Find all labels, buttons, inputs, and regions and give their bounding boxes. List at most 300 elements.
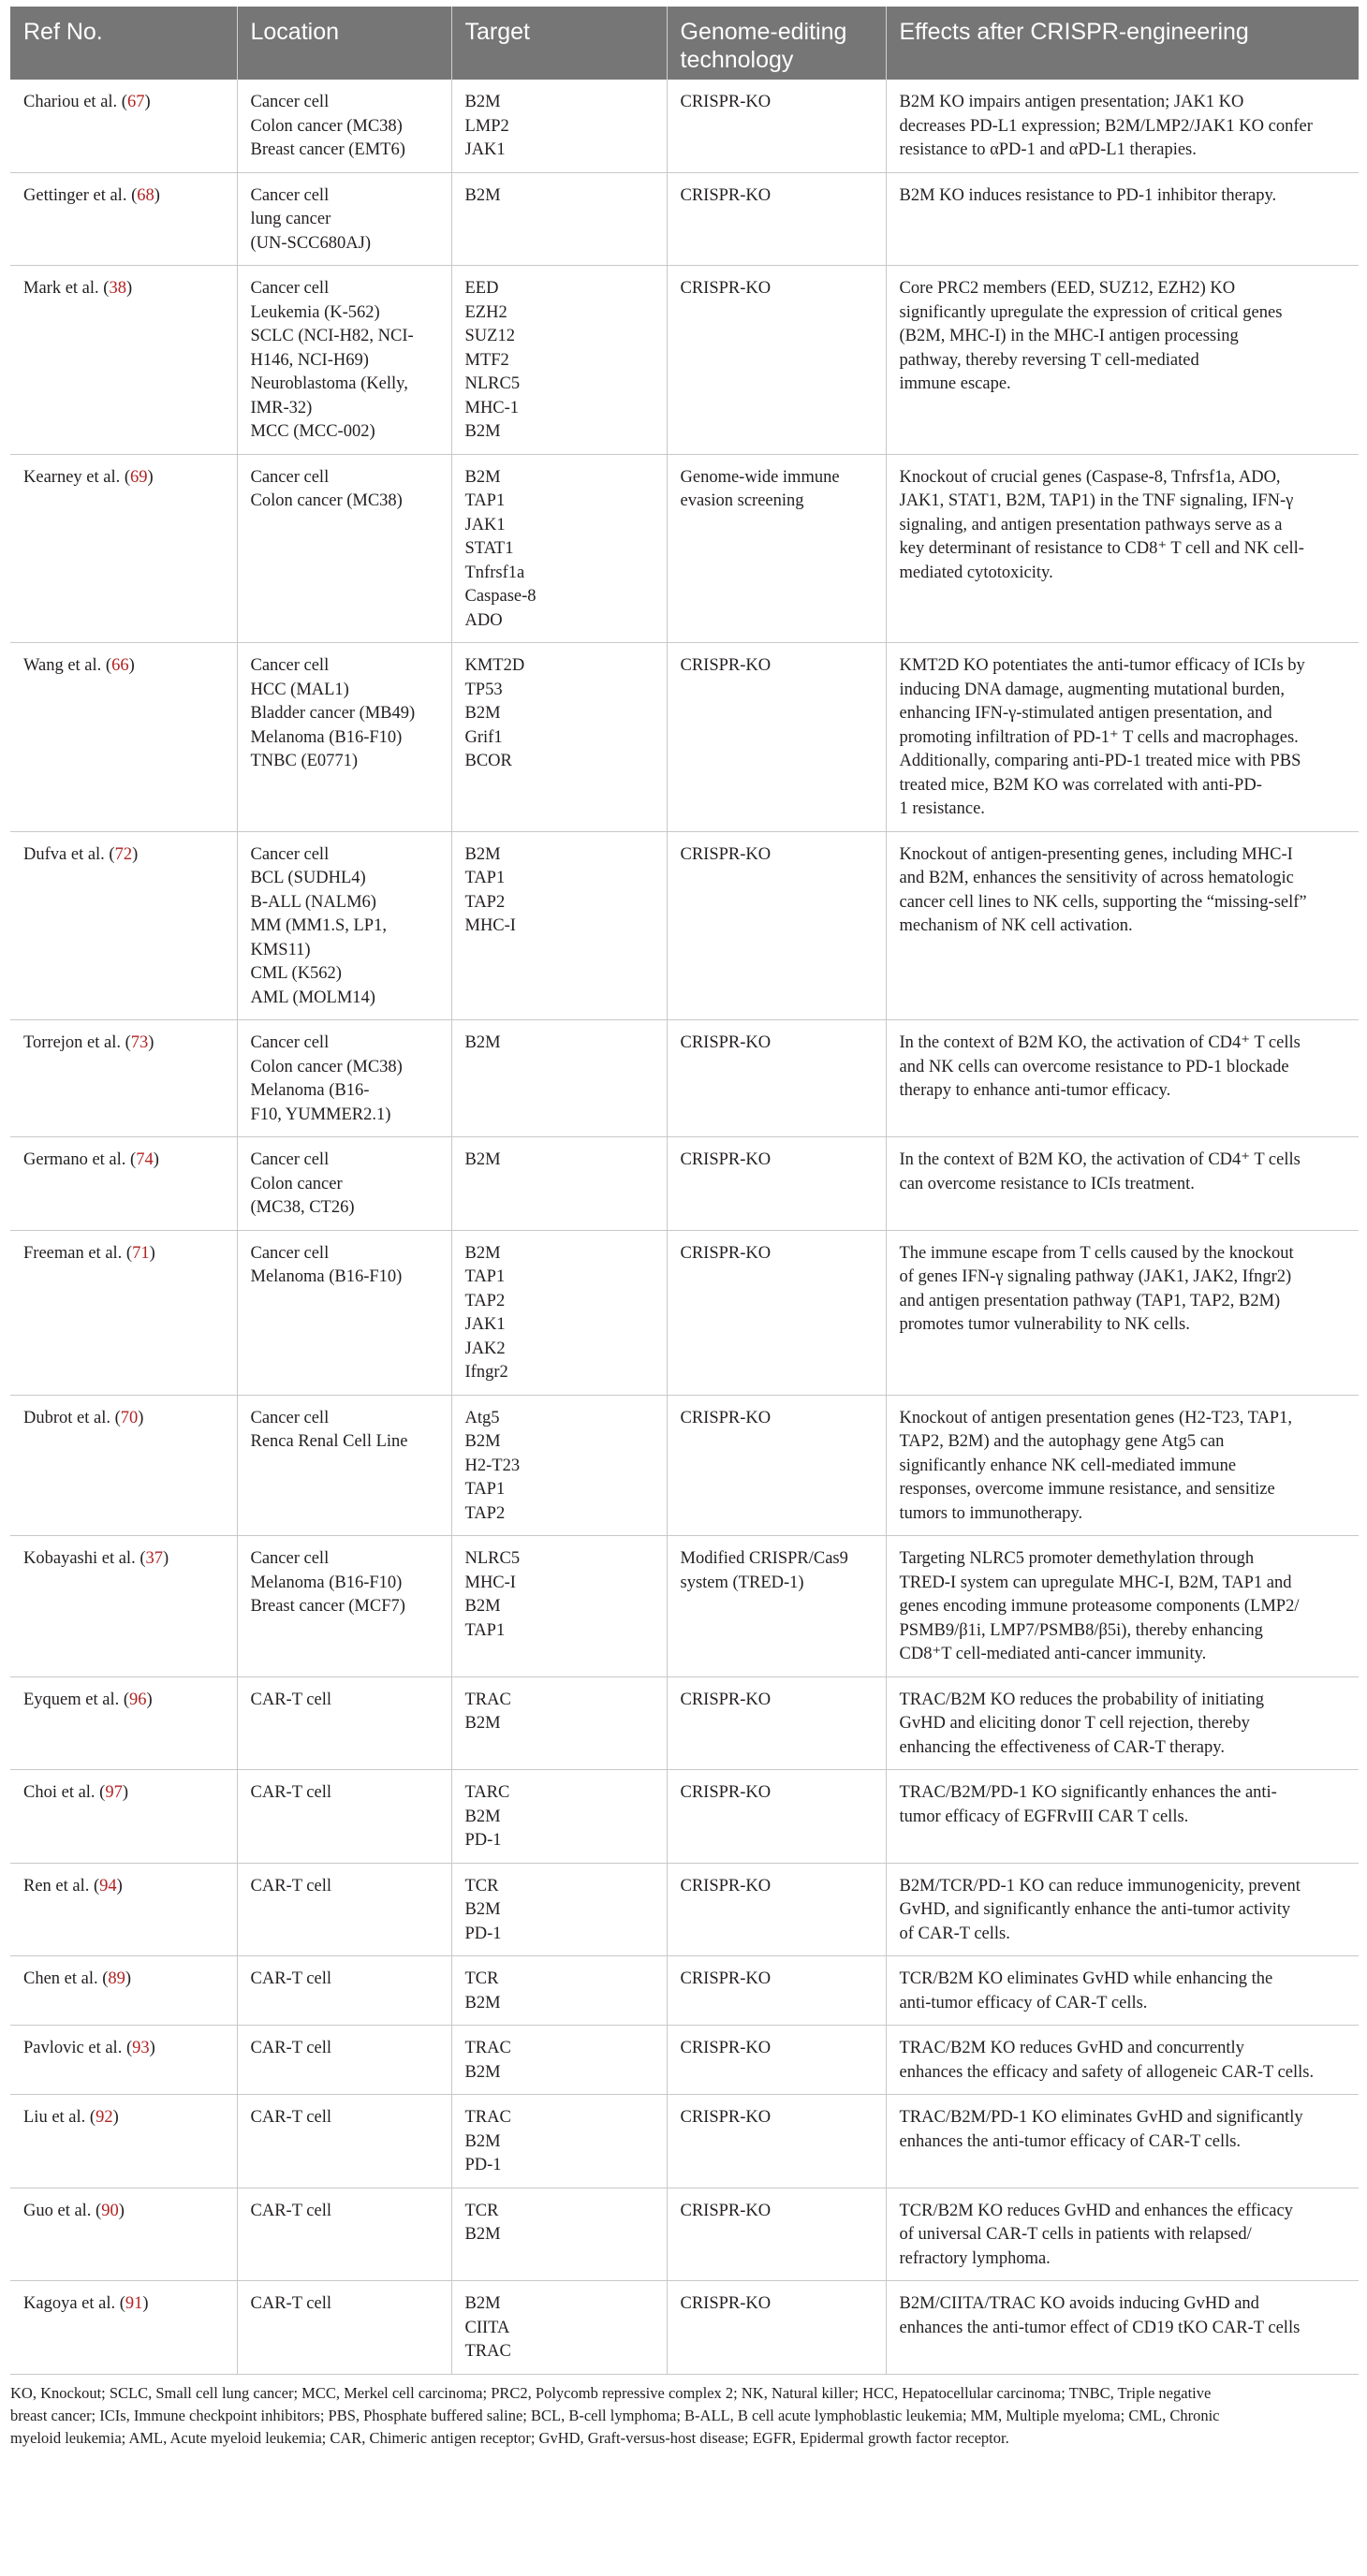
cell-target <box>451 1020 667 1137</box>
location-line: Cancer cell <box>250 844 330 864</box>
target-gene: TCR <box>464 1969 499 1988</box>
cell-effect <box>886 2188 1359 2281</box>
ref-author: Dubrot et al. ( <box>23 1408 121 1427</box>
target-gene: JAK1 <box>464 515 506 534</box>
location-line: Cancer cell <box>250 1243 330 1263</box>
cell-effect <box>886 2026 1359 2095</box>
table-row <box>10 1770 1359 1864</box>
target-gene: B2M <box>464 422 501 441</box>
cell-technology <box>667 1230 886 1395</box>
effect-line: resistance to αPD-1 and αPD-L1 therapies. <box>899 140 1197 159</box>
effect-line: The immune escape from T cells caused by the knockout <box>899 1243 1294 1263</box>
ref-number-link[interactable]: 72 <box>114 844 133 864</box>
technology-line: Modified CRISPR/Cas9 <box>680 1549 848 1568</box>
table-row <box>10 643 1359 832</box>
cell-effect <box>886 1137 1359 1231</box>
ref-number-link[interactable]: 94 <box>99 1876 117 1895</box>
location-line: CAR-T cell <box>250 1783 331 1802</box>
effect-line: decreases PD-L1 expression; B2M/LMP2/JAK1 KO confer <box>899 116 1313 136</box>
target-gene: B2M <box>464 467 501 487</box>
cell-ref <box>10 2095 237 2188</box>
cell-technology <box>667 1536 886 1677</box>
target-gene: TRAC <box>464 2108 511 2127</box>
ref-close-paren: ) <box>116 1876 123 1895</box>
target-gene: NLRC5 <box>464 1549 521 1568</box>
cell-technology <box>667 80 886 172</box>
target-gene: B2M <box>464 704 501 723</box>
cell-target <box>451 80 667 172</box>
target-gene: TAP1 <box>464 1480 506 1499</box>
cell-location <box>237 1956 451 2026</box>
effect-line: Core PRC2 members (EED, SUZ12, EZH2) KO <box>899 279 1236 298</box>
ref-close-paren: ) <box>154 185 160 205</box>
target-gene: MHC-I <box>464 916 516 935</box>
cell-effect <box>886 1956 1359 2026</box>
table-row <box>10 1863 1359 1956</box>
target-gene: EED <box>464 279 499 298</box>
effect-line: TRAC/B2M/PD-1 KO significantly enhances the anti- <box>899 1783 1277 1802</box>
ref-close-paren: ) <box>118 2201 125 2220</box>
cell-target <box>451 266 667 455</box>
cell-ref <box>10 643 237 832</box>
target-gene: B2M <box>464 1150 501 1169</box>
cell-effect <box>886 643 1359 832</box>
target-gene: B2M <box>464 1597 501 1616</box>
cell-technology <box>667 2026 886 2095</box>
ref-author: Kobayashi et al. ( <box>23 1549 146 1568</box>
technology-line: CRISPR-KO <box>680 1408 772 1427</box>
effect-line: TRAC/B2M/PD-1 KO eliminates GvHD and significantly <box>899 2108 1303 2127</box>
cell-technology <box>667 454 886 643</box>
effect-line: tumors to immunotherapy. <box>899 1503 1083 1523</box>
location-line: MCC (MCC-002) <box>250 422 375 441</box>
cell-target <box>451 643 667 832</box>
table-row <box>10 2281 1359 2375</box>
cell-technology <box>667 831 886 1020</box>
effect-line: Knockout of antigen presentation genes (H2-T23, TAP1, <box>899 1408 1292 1427</box>
target-gene: JAK1 <box>464 140 506 159</box>
target-gene: Ifngr2 <box>464 1363 508 1382</box>
location-line: HCC (MAL1) <box>250 680 349 699</box>
target-gene: B2M <box>464 1243 501 1263</box>
ref-close-paren: ) <box>122 1783 129 1802</box>
target-gene: KMT2D <box>464 656 525 675</box>
location-line: AML (MOLM14) <box>250 988 375 1007</box>
ref-close-paren: ) <box>142 2294 149 2313</box>
cell-ref <box>10 831 237 1020</box>
technology-line: CRISPR-KO <box>680 1969 772 1988</box>
target-gene: JAK2 <box>464 1339 506 1358</box>
effect-line: of genes IFN-γ signaling pathway (JAK1, JAK2, Ifngr2) <box>899 1267 1292 1286</box>
effect-line: TRED-I system can upregulate MHC-I, B2M, TAP1 and <box>899 1573 1292 1592</box>
effect-line: B2M KO induces resistance to PD-1 inhibitor therapy. <box>899 185 1277 205</box>
header-location: Location <box>237 7 451 80</box>
target-gene: Grif1 <box>464 727 503 747</box>
effect-line: TCR/B2M KO reduces GvHD and enhances the efficacy <box>899 2201 1293 2220</box>
technology-line: CRISPR-KO <box>680 1150 772 1169</box>
cell-target <box>451 1137 667 1231</box>
table-row <box>10 2188 1359 2281</box>
target-gene: B2M <box>464 1432 501 1451</box>
effect-line: cancer cell lines to NK cells, supporting the “missing-self” <box>899 892 1307 912</box>
cell-location <box>237 266 451 455</box>
technology-line: evasion screening <box>680 491 804 510</box>
technology-line: CRISPR-KO <box>680 279 772 298</box>
target-gene: B2M <box>464 1807 501 1826</box>
cell-ref <box>10 454 237 643</box>
effect-line: PSMB9/β1i, LMP7/PSMB8/β5i), thereby enhancing <box>899 1620 1263 1640</box>
effect-line: enhances the anti-tumor effect of CD19 tKO CAR-T cells <box>899 2318 1301 2337</box>
technology-line: CRISPR-KO <box>680 2108 772 2127</box>
target-gene: EZH2 <box>464 302 507 322</box>
location-line: TNBC (E0771) <box>250 752 359 770</box>
location-line: Bladder cancer (MB49) <box>250 704 416 723</box>
effect-line: In the context of B2M KO, the activation of CD4⁺ T cells <box>899 1150 1301 1169</box>
effect-line: immune escape. <box>899 374 1011 393</box>
cell-ref <box>10 80 237 172</box>
cell-target <box>451 1676 667 1770</box>
cell-technology <box>667 1770 886 1864</box>
ref-author: Torrejon et al. ( <box>23 1033 131 1052</box>
target-gene: TRAC <box>464 2342 511 2361</box>
effect-line: of universal CAR-T cells in patients with relapsed/ <box>899 2225 1252 2244</box>
target-gene: TRAC <box>464 1690 511 1709</box>
cell-target <box>451 172 667 266</box>
technology-line: Genome-wide immune <box>680 467 840 487</box>
cell-ref <box>10 1863 237 1956</box>
table-row <box>10 1395 1359 1536</box>
ref-author: Liu et al. ( <box>23 2108 96 2127</box>
cell-ref <box>10 1395 237 1536</box>
effect-line: and NK cells can overcome resistance to PD-1 blockade <box>899 1057 1289 1076</box>
cell-ref <box>10 2188 237 2281</box>
technology-line: CRISPR-KO <box>680 185 772 205</box>
effect-line: can overcome resistance to ICIs treatment. <box>899 1174 1195 1193</box>
cell-effect <box>886 2095 1359 2188</box>
ref-close-paren: ) <box>149 1243 155 1263</box>
effect-line: enhances the anti-tumor efficacy of CAR-T cells. <box>899 2131 1242 2151</box>
location-line: Cancer cell <box>250 1549 330 1568</box>
ref-number-link[interactable]: 73 <box>130 1033 149 1052</box>
cell-target <box>451 454 667 643</box>
cell-effect <box>886 2281 1359 2375</box>
effect-line: signaling, and antigen presentation pathways serve as a <box>899 515 1283 534</box>
target-gene: TARC <box>464 1783 510 1802</box>
cell-effect <box>886 80 1359 172</box>
cell-technology <box>667 1956 886 2026</box>
table-row <box>10 1956 1359 2026</box>
cell-ref <box>10 2281 237 2375</box>
cell-ref <box>10 1676 237 1770</box>
cell-effect <box>886 454 1359 643</box>
table-row <box>10 1536 1359 1677</box>
effect-line: inducing DNA damage, augmenting mutational burden, <box>899 680 1286 699</box>
effect-line: CD8⁺T cell-mediated anti-cancer immunity. <box>899 1645 1207 1663</box>
cell-technology <box>667 643 886 832</box>
target-gene: TRAC <box>464 2039 511 2057</box>
effect-line: Knockout of crucial genes (Caspase-8, Tnfrsf1a, ADO, <box>899 467 1281 487</box>
cell-location <box>237 2095 451 2188</box>
ref-number-link[interactable]: 92 <box>96 2108 113 2127</box>
target-gene: PD-1 <box>464 2156 502 2174</box>
ref-number-link[interactable]: 96 <box>129 1690 147 1709</box>
ref-author: Chen et al. ( <box>23 1969 109 1988</box>
ref-number-link[interactable]: 38 <box>109 279 126 298</box>
cell-technology <box>667 2188 886 2281</box>
cell-technology <box>667 1020 886 1137</box>
cell-ref <box>10 1770 237 1864</box>
effect-line: TCR/B2M KO eliminates GvHD while enhancing the <box>899 1969 1273 1988</box>
cell-effect <box>886 1676 1359 1770</box>
cell-target <box>451 2188 667 2281</box>
effect-line: B2M/TCR/PD-1 KO can reduce immunogenicity, prevent <box>899 1876 1301 1895</box>
cell-ref <box>10 2026 237 2095</box>
cell-effect <box>886 266 1359 455</box>
cell-location <box>237 80 451 172</box>
footnote-line: KO, Knockout; SCLC, Small cell lung cancer; MCC, Merkel cell carcinoma; PRC2, Polycomb repressive complex 2; NK, Natural killer; HCC, Hepatocellular carcinoma; TNBC, Triple negative <box>10 2383 1212 2402</box>
ref-close-paren: ) <box>149 2039 155 2057</box>
cell-effect <box>886 1020 1359 1137</box>
cell-location <box>237 643 451 832</box>
ref-author: Choi et al. ( <box>23 1783 106 1802</box>
effect-line: B2M KO impairs antigen presentation; JAK1 KO <box>899 93 1244 111</box>
ref-number-link[interactable]: 37 <box>145 1549 163 1568</box>
ref-number-link[interactable]: 97 <box>105 1783 123 1802</box>
ref-number-link[interactable]: 68 <box>137 185 154 205</box>
ref-author: Eyquem et al. ( <box>23 1690 130 1709</box>
header-effects: Effects after CRISPR-engineering <box>886 7 1359 80</box>
location-line: Melanoma (B16-F10) <box>250 1573 403 1592</box>
table-container <box>10 7 1359 2450</box>
location-line: Melanoma (B16- <box>250 1081 370 1100</box>
ref-close-paren: ) <box>128 656 135 675</box>
cell-ref <box>10 172 237 266</box>
cell-ref <box>10 266 237 455</box>
location-line: CAR-T cell <box>250 2108 331 2127</box>
effect-line: refractory lymphoma. <box>899 2248 1051 2268</box>
effect-line: and antigen presentation pathway (TAP1, TAP2, B2M) <box>899 1291 1281 1310</box>
location-line: KMS11) <box>250 940 311 959</box>
location-line: B-ALL (NALM6) <box>250 892 376 912</box>
effect-line: anti-tumor efficacy of CAR-T cells. <box>899 1993 1148 2012</box>
cell-ref <box>10 1956 237 2026</box>
target-gene: B2M <box>464 2131 501 2151</box>
location-line: Neuroblastoma (Kelly, <box>250 374 408 393</box>
target-gene: B2M <box>464 1993 501 2012</box>
target-gene: TAP1 <box>464 869 506 887</box>
ref-number-link[interactable]: 67 <box>126 93 145 111</box>
table-header <box>10 7 1359 80</box>
target-gene: TAP1 <box>464 1620 506 1640</box>
location-line: IMR-32) <box>250 398 313 417</box>
cell-location <box>237 831 451 1020</box>
effect-line: Knockout of antigen-presenting genes, including MHC-I <box>899 844 1293 864</box>
cell-target <box>451 2026 667 2095</box>
target-gene: PD-1 <box>464 1924 502 1943</box>
location-line: Colon cancer (MC38) <box>250 1057 403 1076</box>
effect-line: GvHD, and significantly enhance the anti-tumor activity <box>899 1900 1291 1919</box>
target-gene: B2M <box>464 2062 501 2082</box>
cell-location <box>237 1137 451 1231</box>
cell-ref <box>10 1137 237 1231</box>
target-gene: TAP2 <box>464 892 506 912</box>
effect-line: mechanism of NK cell activation. <box>899 916 1133 935</box>
ref-close-paren: ) <box>148 1033 154 1052</box>
cell-effect <box>886 1770 1359 1864</box>
ref-close-paren: ) <box>153 1150 159 1169</box>
target-gene: B2M <box>464 185 501 205</box>
cell-technology <box>667 266 886 455</box>
target-gene: SUZ12 <box>464 327 515 345</box>
cell-effect <box>886 172 1359 266</box>
location-line: Cancer cell <box>250 93 330 111</box>
location-line: Cancer cell <box>250 656 330 675</box>
effect-line: significantly enhance NK cell-mediated immune <box>899 1456 1237 1475</box>
effect-line: B2M/CIITA/TRAC KO avoids inducing GvHD and <box>899 2294 1259 2313</box>
target-gene: BCOR <box>464 752 512 770</box>
effect-line: Targeting NLRC5 promoter demethylation through <box>899 1549 1255 1568</box>
footnote-line: breast cancer; ICIs, Immune checkpoint inhibitors; PBS, Phosphate buffered saline; BCL, B-cell lymphoma; B-ALL, B cell acute lymphoblastic leukemia; MM, Multiple myeloma; CML, Chronic <box>10 2406 1220 2424</box>
ref-author: Germano et al. ( <box>23 1150 137 1169</box>
ref-close-paren: ) <box>163 1549 169 1568</box>
target-gene: TAP2 <box>464 1291 506 1310</box>
target-gene: H2-T23 <box>464 1456 521 1475</box>
location-line: Cancer cell <box>250 467 330 487</box>
ref-author: Kearney et al. ( <box>23 467 131 487</box>
location-line: Colon cancer (MC38) <box>250 491 403 510</box>
crispr-table <box>10 7 1359 2375</box>
table-row <box>10 1137 1359 1231</box>
target-gene: MTF2 <box>464 350 509 370</box>
technology-line: CRISPR-KO <box>680 1243 772 1263</box>
ref-author: Freeman et al. ( <box>23 1243 133 1263</box>
cell-location <box>237 1020 451 1137</box>
target-gene: JAK1 <box>464 1315 506 1334</box>
ref-close-paren: ) <box>146 1690 153 1709</box>
location-line: CML (K562) <box>250 964 342 983</box>
table-row <box>10 1676 1359 1770</box>
cell-location <box>237 1676 451 1770</box>
technology-line: CRISPR-KO <box>680 1876 772 1895</box>
cell-technology <box>667 1863 886 1956</box>
technology-line: CRISPR-KO <box>680 1690 772 1709</box>
target-gene: PD-1 <box>464 1831 502 1850</box>
cell-technology <box>667 1137 886 1231</box>
ref-number-link[interactable]: 74 <box>136 1150 154 1169</box>
ref-number-link[interactable]: 70 <box>120 1408 139 1427</box>
table-row <box>10 80 1359 172</box>
cell-location <box>237 1770 451 1864</box>
target-gene: TAP1 <box>464 1267 506 1286</box>
ref-number-link[interactable]: 69 <box>130 467 148 487</box>
location-line: SCLC (NCI-H82, NCI- <box>250 327 414 345</box>
table-row <box>10 172 1359 266</box>
cell-ref <box>10 1020 237 1137</box>
ref-author: Ren et al. ( <box>23 1876 100 1895</box>
cell-target <box>451 2095 667 2188</box>
cell-effect <box>886 1230 1359 1395</box>
location-line: Cancer cell <box>250 185 330 205</box>
effect-line: JAK1, STAT1, B2M, TAP1) in the TNF signaling, IFN-γ <box>899 491 1294 510</box>
cell-target <box>451 1863 667 1956</box>
table-row <box>10 2095 1359 2188</box>
location-line: (UN-SCC680AJ) <box>250 233 371 253</box>
location-line: Colon cancer (MC38) <box>250 116 403 136</box>
location-line: Breast cancer (EMT6) <box>250 140 405 159</box>
technology-line: system (TRED-1) <box>680 1573 804 1592</box>
effect-line: TAP2, B2M) and the autophagy gene Atg5 can <box>899 1432 1225 1451</box>
target-gene: TCR <box>464 1876 499 1895</box>
target-gene: B2M <box>464 844 501 864</box>
cell-target <box>451 1230 667 1395</box>
effect-line: promoting infiltration of PD-1⁺ T cells and macrophages. <box>899 727 1299 747</box>
cell-target <box>451 2281 667 2375</box>
target-gene: NLRC5 <box>464 374 521 393</box>
header-genome-editing-technology: Genome-editing technology <box>667 7 886 80</box>
ref-author: Gettinger et al. ( <box>23 185 138 205</box>
technology-line: CRISPR-KO <box>680 2201 772 2220</box>
ref-number-link[interactable]: 90 <box>101 2201 119 2220</box>
cell-location <box>237 1395 451 1536</box>
ref-number-link[interactable]: 89 <box>108 1969 125 1988</box>
cell-target <box>451 1956 667 2026</box>
effect-line: of CAR-T cells. <box>899 1924 1010 1943</box>
ref-author: Chariou et al. ( <box>23 93 127 111</box>
technology-line: CRISPR-KO <box>680 1783 772 1802</box>
effect-line: TRAC/B2M KO reduces GvHD and concurrently <box>899 2039 1244 2057</box>
header-target: Target <box>451 7 667 80</box>
location-line: CAR-T cell <box>250 1876 331 1895</box>
ref-close-paren: ) <box>132 844 139 864</box>
ref-number-link[interactable]: 93 <box>132 2039 150 2057</box>
location-line: F10, YUMMER2.1) <box>250 1105 391 1124</box>
target-gene: B2M <box>464 1714 501 1733</box>
location-line: Leukemia (K-562) <box>250 302 380 322</box>
target-gene: CIITA <box>464 2318 510 2337</box>
effect-line: GvHD and eliciting donor T cell rejection, thereby <box>899 1714 1250 1733</box>
location-line: Melanoma (B16-F10) <box>250 1267 403 1286</box>
location-line: H146, NCI-H69) <box>250 350 369 370</box>
effect-line: and B2M, enhances the sensitivity of across hematologic <box>899 869 1294 887</box>
cell-location <box>237 1230 451 1395</box>
cell-effect <box>886 831 1359 1020</box>
effect-line: significantly upregulate the expression of critical genes <box>899 302 1283 322</box>
cell-location <box>237 2281 451 2375</box>
effect-line: Additionally, comparing anti-PD-1 treated mice with PBS <box>899 752 1301 770</box>
effect-line: therapy to enhance anti-tumor efficacy. <box>899 1081 1171 1100</box>
ref-number-link[interactable]: 91 <box>125 2294 143 2313</box>
table-body <box>10 80 1359 2374</box>
location-line: Colon cancer <box>250 1174 343 1193</box>
technology-line: CRISPR-KO <box>680 93 772 111</box>
effect-line: responses, overcome immune resistance, and sensitize <box>899 1480 1275 1499</box>
ref-number-link[interactable]: 71 <box>132 1243 150 1263</box>
location-line: Renca Renal Cell Line <box>250 1432 408 1451</box>
target-gene: B2M <box>464 93 501 111</box>
effect-line: TRAC/B2M KO reduces the probability of initiating <box>899 1690 1264 1709</box>
table-row <box>10 1020 1359 1137</box>
effect-line: promotes tumor vulnerability to NK cells. <box>899 1315 1190 1334</box>
cell-technology <box>667 2095 886 2188</box>
technology-line: CRISPR-KO <box>680 844 772 864</box>
cell-effect <box>886 1395 1359 1536</box>
cell-technology <box>667 1676 886 1770</box>
ref-number-link[interactable]: 66 <box>111 656 129 675</box>
table-row <box>10 831 1359 1020</box>
target-gene: Tnfrsf1a <box>464 563 525 582</box>
effect-line: enhances the efficacy and safety of allogeneic CAR-T cells. <box>899 2062 1315 2082</box>
location-line: CAR-T cell <box>250 2201 331 2220</box>
